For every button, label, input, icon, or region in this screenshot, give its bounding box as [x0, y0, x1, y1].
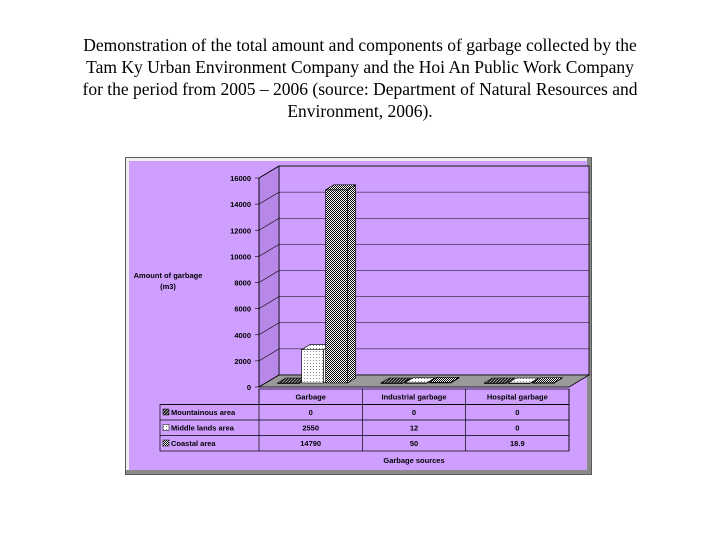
title-line: Demonstration of the total amount and components of garbage collected by the [83, 35, 637, 55]
y-tick-label: 2000 [234, 356, 251, 366]
x-axis-label: Garbage sources [383, 456, 445, 465]
y-tick-label: 16000 [230, 174, 251, 183]
y-tick-label: 12000 [230, 226, 251, 236]
y-tick-label: 6000 [234, 304, 251, 314]
data-label: 50 [409, 439, 419, 448]
legend-label: Coastal area [171, 439, 216, 448]
bar-front [302, 350, 324, 383]
legend-key [163, 425, 169, 431]
data-label: 0 [515, 408, 520, 417]
data-label: 0 [515, 423, 520, 433]
title-line: Environment, 2006). [287, 101, 433, 121]
x-category-label: Industrial garbage [381, 392, 447, 402]
bar-side [348, 185, 356, 383]
data-label: 2550 [302, 423, 320, 433]
y-axis-label: Amount of garbage [133, 271, 203, 280]
legend-key [163, 440, 169, 446]
title-line: for the period from 2005 – 2006 (source: Department of Natural Resources and [82, 79, 638, 99]
y-axis-label: (m3) [160, 282, 176, 291]
x-category-label: Garbage [295, 392, 326, 402]
y-tick-label: 4000 [234, 330, 251, 340]
chart-area [125, 157, 592, 475]
legend-label: Middle lands area [171, 423, 234, 433]
y-tick-label: 8000 [234, 278, 251, 288]
slide-title [20, 34, 700, 122]
data-label: 12 [409, 423, 419, 433]
data-label: 18.9 [510, 439, 525, 448]
legend-key [163, 409, 169, 415]
data-label: 0 [411, 408, 417, 417]
legend-label: Mountainous area [171, 408, 236, 417]
bar-chart [126, 158, 593, 476]
y-tick-label: 10000 [230, 252, 251, 262]
y-tick-label: 0 [246, 383, 251, 392]
bar [326, 185, 356, 383]
bar-front [326, 190, 348, 383]
title-line: Tam Ky Urban Environment Company and the Hoi An Public Work Company [86, 57, 634, 77]
data-label: 0 [308, 408, 313, 417]
x-category-label: Hospital garbage [486, 392, 548, 402]
y-tick-label: 14000 [230, 200, 251, 210]
data-label: 14790 [300, 439, 322, 448]
